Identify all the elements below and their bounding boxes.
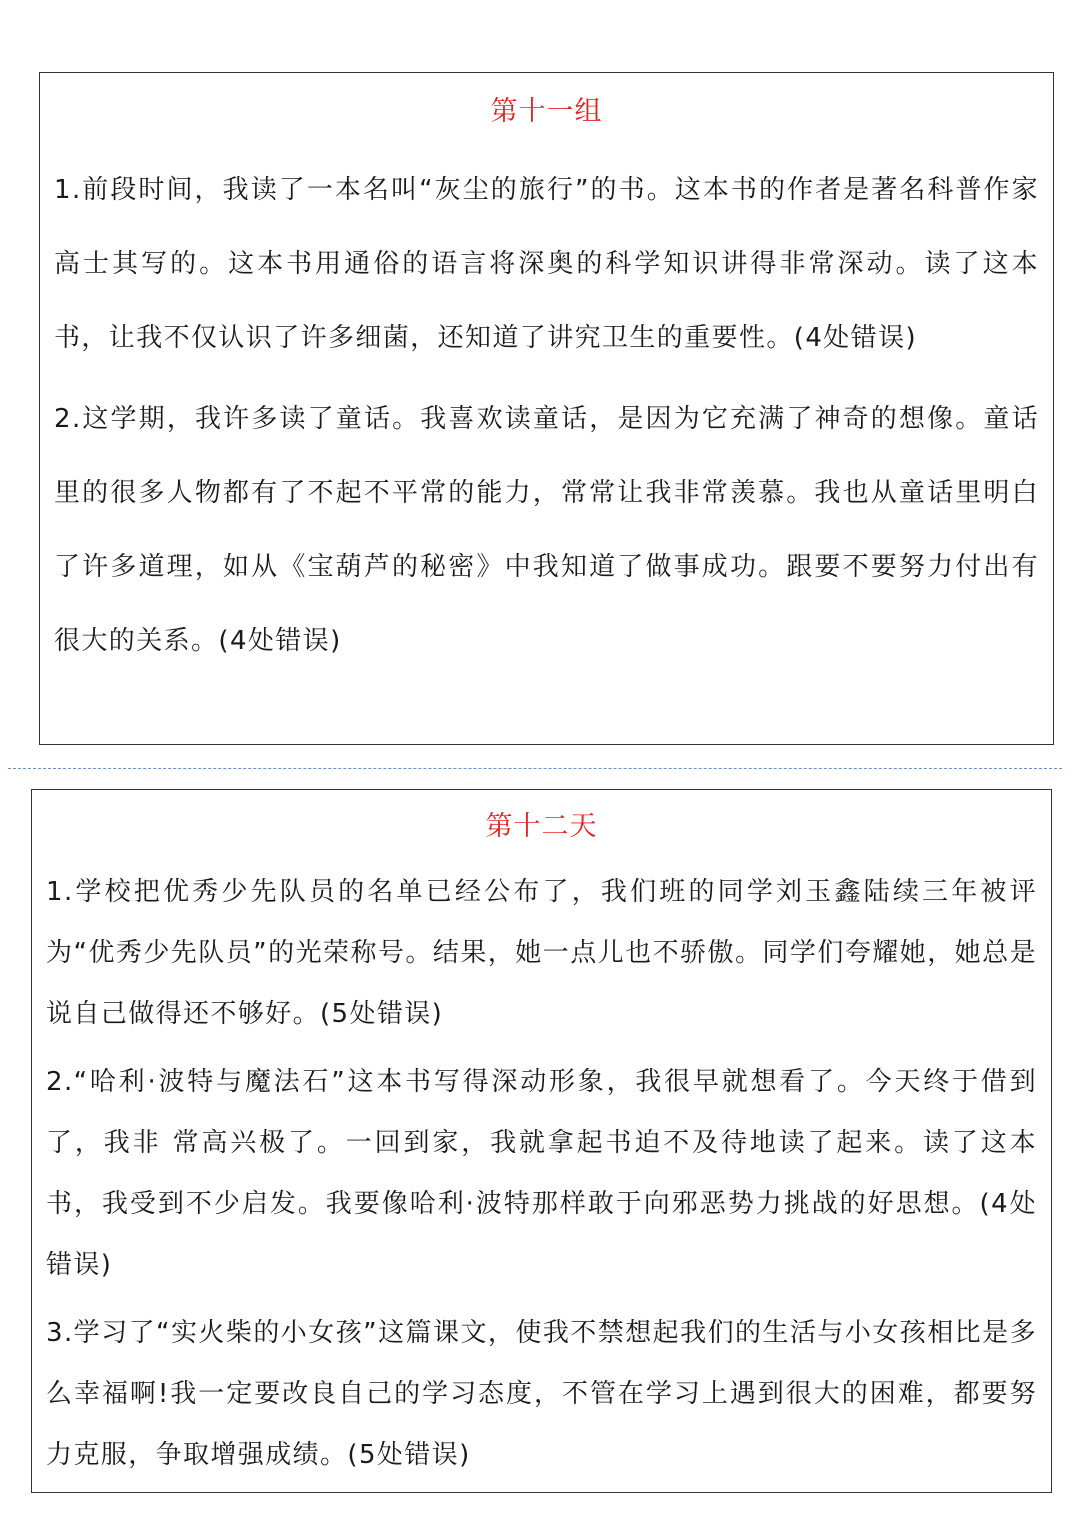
- exercise-paragraph-2: 2.这学期，我许多读了童话。我喜欢读童话，是因为它充满了神奇的想像。童话里的很多人物都有了不起不平常的能力，常常让我非常羡慕。我也从童话里明白了许多道理，如从《宝葫芦的秘密》中我知道了做事成功。跟要不要努力付出有很大的关系。(4处错误): [54, 404, 1039, 656]
- exercise-paragraph-2: 2.“哈利·波特与魔法石”这本书写得深动形象，我很早就想看了。今天终于借到了，我非 常高兴极了。一回到家，我就拿起书迫不及待地读了起来。读了这本书，我受到不少启发。我要像哈利·波特那样敢于向邪恶势力挑战的好思想。(4处错误): [46, 1067, 1037, 1280]
- exercise-box-group-11: [39, 72, 1054, 745]
- section-title: 第十二天: [485, 811, 598, 842]
- exercise-paragraph-1: 1.学校把优秀少先队员的名单已经公布了，我们班的同学刘玉鑫陆续三年被评为“优秀少先队员”的光荣称号。结果，她一点儿也不骄傲。同学们夸耀她，她总是说自己做得还不够好。(5处错误): [46, 877, 1037, 1029]
- dashed-divider: [8, 768, 1062, 769]
- exercise-box-day-12: [31, 789, 1052, 1493]
- exercise-paragraph-1: 1.前段时间，我读了一本名叫“灰尘的旅行”的书。这本书的作者是著名科普作家高士其写的。这本书用通俗的语言将深奥的科学知识讲得非常深动。读了这本书，让我不仅认识了许多细菌，还知道了讲究卫生的重要性。(4处错误): [54, 175, 1039, 353]
- exercise-paragraph-3: 3.学习了“实火柴的小女孩”这篇课文，使我不禁想起我们的生活与小女孩相比是多么幸福啊!我一定要改良自己的学习态度，不管在学习上遇到很大的困难，都要努力克服，争取增强成绩。(5处错误): [46, 1318, 1037, 1470]
- section-title: 第十一组: [490, 96, 603, 127]
